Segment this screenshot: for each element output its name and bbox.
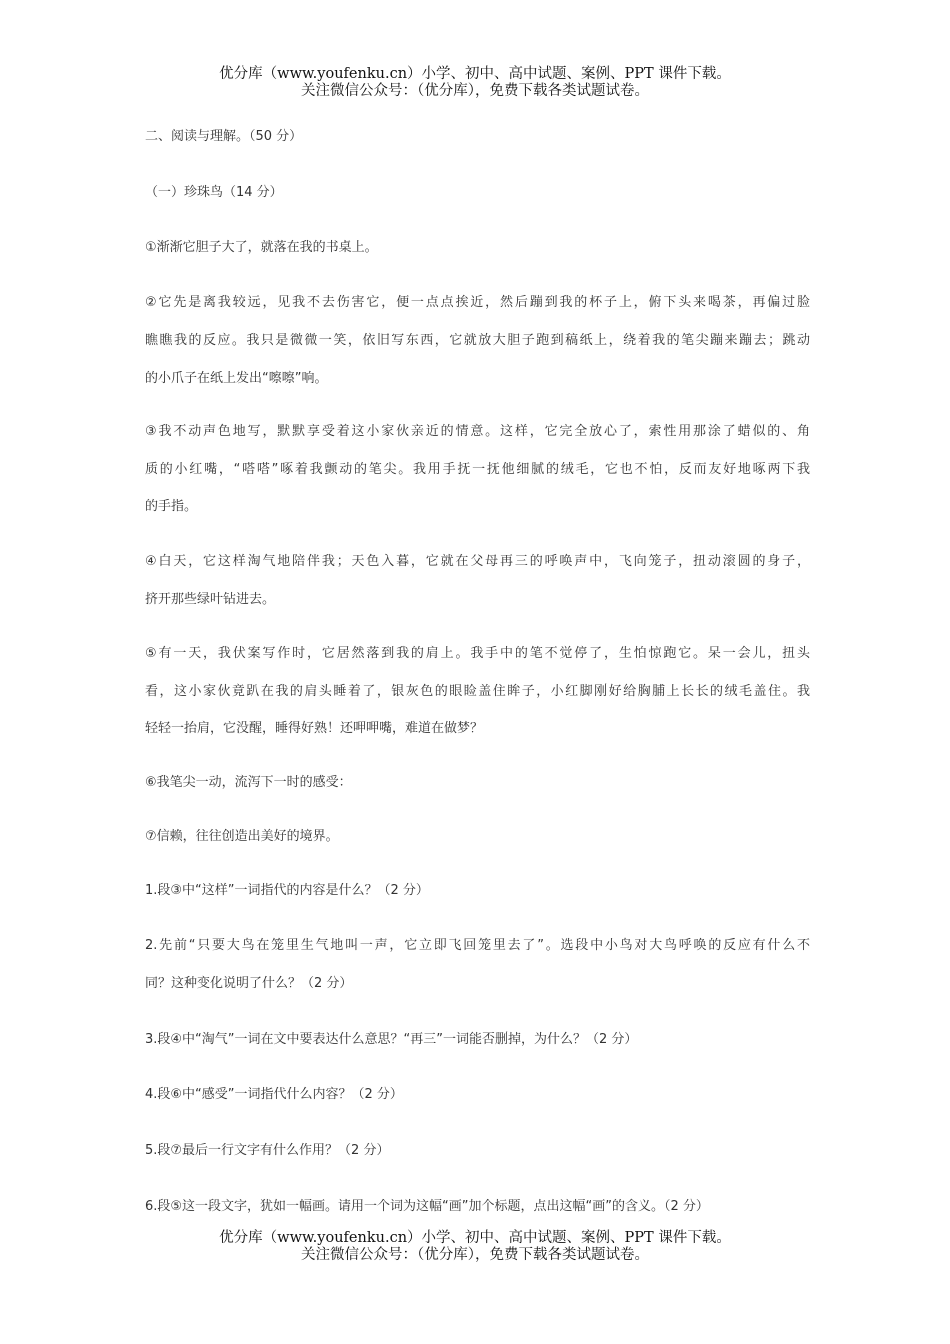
passage-title: （一）珍珠鸟（14 分） xyxy=(145,185,283,200)
paragraph-3-line: 质的小红嘴，“嗒嗒”啄着我颤动的笔尖。我用手抚一抚他细腻的绒毛，它也不怕，反而友好地啄两下我 xyxy=(145,462,810,477)
question-6: 6.段⑤这一段文字，犹如一幅画。请用一个词为这幅“画”加个标题，点出这幅“画”的含义。（2 分） xyxy=(145,1199,709,1214)
paragraph-1: ①渐渐它胆子大了，就落在我的书桌上。 xyxy=(145,240,378,255)
paragraph-7: ⑦信赖，往往创造出美好的境界。 xyxy=(145,829,339,844)
header-line-2: 关注微信公众号：（优分库），免费下载各类试题试卷。 xyxy=(301,83,649,99)
paragraph-4-line: ④白天，它这样淘气地陪伴我；天色入暮，它就在父母再三的呼唤声中，飞向笼子，扭动滚圆的身子， xyxy=(145,554,810,569)
document-body xyxy=(145,0,810,1344)
paragraph-5-line: 看，这小家伙竟趴在我的肩头睡着了，银灰色的眼睑盖住眸子，小红脚刚好给胸脯上长长的绒毛盖住。我 xyxy=(145,684,810,699)
paragraph-5-line: ⑤有一天，我伏案写作时，它居然落到我的肩上。我手中的笔不觉停了，生怕惊跑它。呆一会儿，扭头 xyxy=(145,646,810,661)
question-2-line: 2.先前“只要大鸟在笼里生气地叫一声，它立即飞回笼里去了”。选段中小鸟对大鸟呼唤的反应有什么不 xyxy=(145,938,810,953)
question-1: 1.段③中“这样”一词指代的内容是什么？（2 分） xyxy=(145,883,429,898)
section-title: 二、阅读与理解。（50 分） xyxy=(145,129,303,144)
paragraph-2-line: 瞧瞧我的反应。我只是微微一笑，依旧写东西，它就放大胆子跑到稿纸上，绕着我的笔尖蹦来蹦去；跳动 xyxy=(145,333,810,348)
paragraph-3-line: 的手指。 xyxy=(145,499,198,514)
paragraph-5-line: 轻轻一抬肩，它没醒，睡得好熟！还呷呷嘴，难道在做梦？ xyxy=(145,721,484,736)
header-line-1: 优分库（www.youfenku.cn）小学、初中、高中试题、案例、PPT 课件下载。 xyxy=(219,66,731,82)
paragraph-4-line: 挤开那些绿叶钻进去。 xyxy=(145,592,276,607)
question-2-line: 同？这种变化说明了什么？（2 分） xyxy=(145,976,353,991)
question-3: 3.段④中“淘气”一词在文中要表达什么意思？“再三”一词能否删掉，为什么？（2 分） xyxy=(145,1032,638,1047)
footer-line-1: 优分库（www.youfenku.cn）小学、初中、高中试题、案例、PPT 课件下载。 xyxy=(219,1230,731,1246)
paragraph-2-line: 的小爪子在纸上发出“嚓嚓”响。 xyxy=(145,371,328,386)
page-footer xyxy=(0,1230,950,1264)
paragraph-2-line: ②它先是离我较远，见我不去伤害它，便一点点挨近，然后蹦到我的杯子上，俯下头来喝茶，再偏过脸 xyxy=(145,295,810,310)
question-5: 5.段⑦最后一行文字有什么作用？（2 分） xyxy=(145,1143,390,1158)
footer-line-2: 关注微信公众号：（优分库），免费下载各类试题试卷。 xyxy=(301,1247,649,1263)
paragraph-6: ⑥我笔尖一动，流泻下一时的感受： xyxy=(145,775,352,790)
paragraph-3-line: ③我不动声色地写，默默享受着这小家伙亲近的情意。这样，它完全放心了，索性用那涂了蜡似的、角 xyxy=(145,424,810,439)
question-4: 4.段⑥中“感受”一词指代什么内容？（2 分） xyxy=(145,1087,403,1102)
